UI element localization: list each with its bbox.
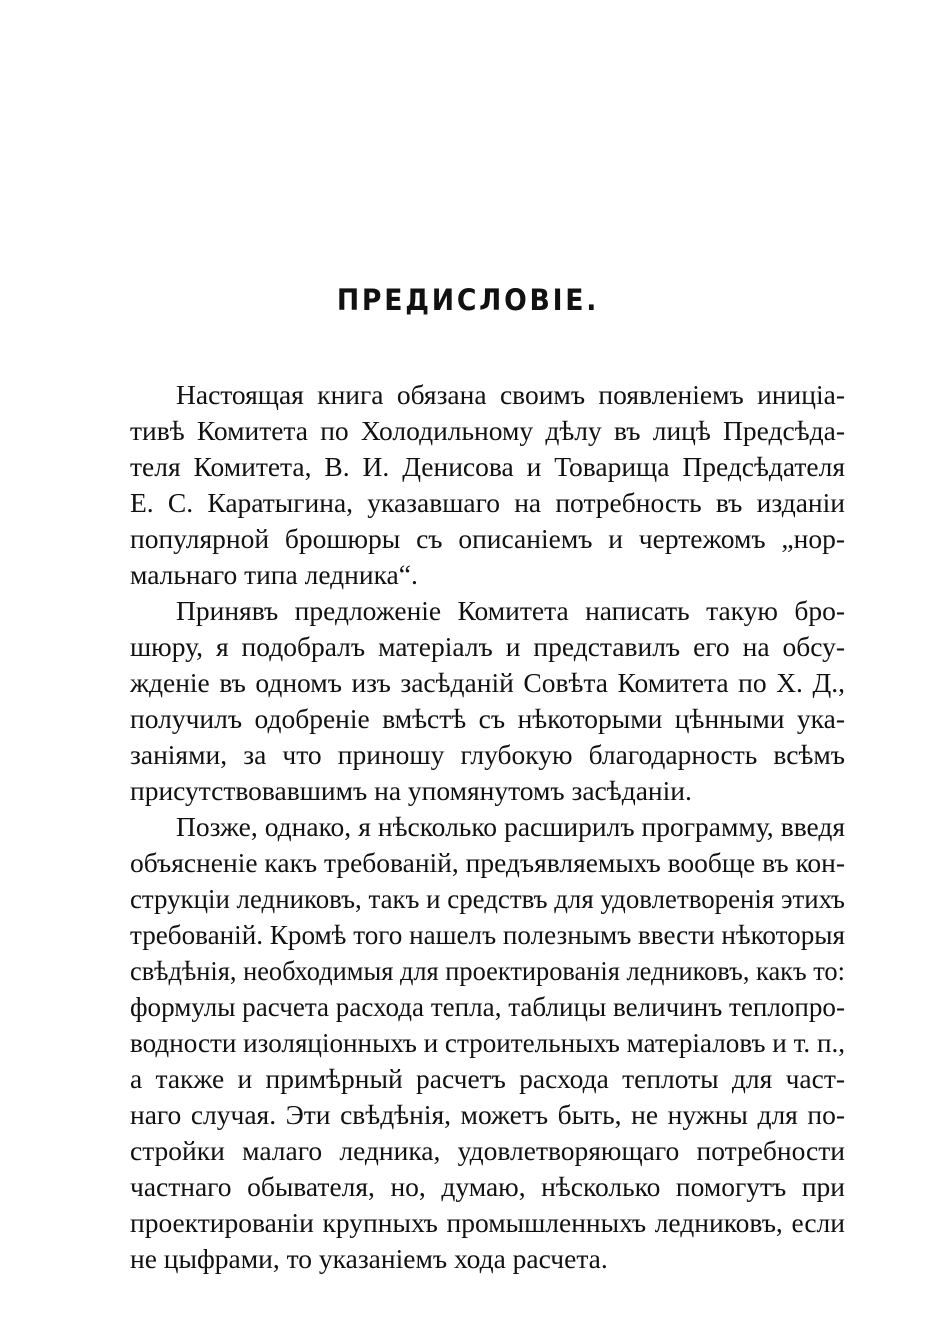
text-line: Настоящая книга обязана своимъ появленіемъ иниціа- — [176, 379, 845, 410]
text-line: наго случая. Эти свѣдѣнія, можетъ быть, не нужны для по- — [130, 1099, 845, 1130]
text-line: мальнаго типа ледника“. — [130, 559, 418, 590]
text-line: а также и примѣрный расчетъ расхода теплоты для част- — [130, 1063, 845, 1094]
text-line: требованій. Кромѣ того нашелъ полезнымъ ввести нѣкоторыя — [130, 919, 845, 950]
text-line: Е. С. Каратыгина, указавшаго на потребность въ изданіи — [130, 487, 845, 518]
text-line: не цыфрами, то указаніемъ хода расчета. — [130, 1243, 608, 1274]
text-line: тивѣ Комитета по Холодильному дѣлу въ лицѣ Предсѣда- — [130, 415, 845, 446]
text-line: частнаго обывателя, но, думаю, нѣсколько помогутъ при — [130, 1171, 845, 1202]
text-line: заніями, за что приношу глубокую благодарность всѣмъ — [130, 739, 845, 770]
text-line: популярной брошюры съ описаніемъ и чертежомъ „нор- — [130, 523, 845, 554]
text-line: присутствовавшимъ на упомянутомъ засѣданіи. — [130, 775, 692, 806]
text-line: свѣдѣнія, необходимыя для проектированія ледниковъ, какъ то: — [130, 955, 845, 986]
text-line: шюру, я подобралъ матеріалъ и представилъ его на обсу- — [130, 631, 845, 662]
text-line: Принявъ предложеніе Комитета написать такую бро- — [176, 595, 845, 626]
text-line: струкціи ледниковъ, такъ и средствъ для удовлетворенія этихъ — [130, 883, 845, 914]
text-line: теля Комитета, В. И. Денисова и Товарища Предсѣдателя — [130, 451, 845, 482]
text-line: жденіе въ одномъ изъ засѣданій Совѣта Комитета по Х. Д., — [130, 667, 845, 698]
text-line: объясненіе какъ требованій, предъявляемыхъ вообще въ кон- — [130, 847, 846, 878]
text-line: проектированіи крупныхъ промышленныхъ ледниковъ, если — [130, 1207, 845, 1238]
text-line: водности изоляціонныхъ и строительныхъ матеріаловъ и т. п., — [130, 1027, 846, 1058]
text-line: получилъ одобреніе вмѣстѣ съ нѣкоторыми цѣнными ука- — [130, 703, 845, 734]
text-line: формулы расчета расхода тепла, таблицы величинъ теплопро- — [130, 991, 845, 1022]
page-title: ПРЕДИСЛОВІЕ. — [336, 283, 600, 317]
text-line: Позже, однако, я нѣсколько расширилъ программу, введя — [176, 811, 845, 842]
text-line: стройки малаго ледника, удовлетворяющаго потребности — [130, 1135, 845, 1166]
